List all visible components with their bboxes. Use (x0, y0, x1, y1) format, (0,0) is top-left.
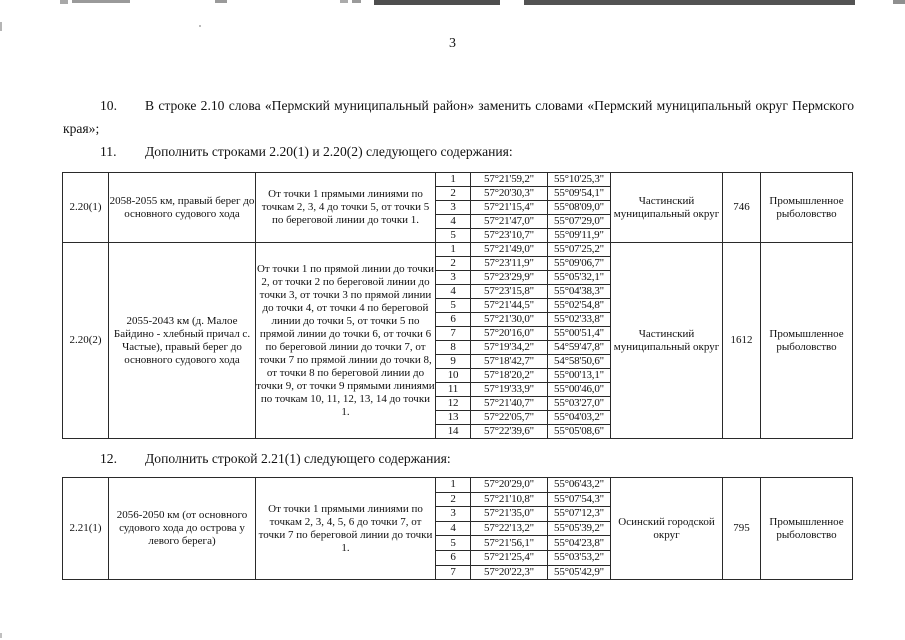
scan-artifact (352, 0, 361, 3)
scan-artifact (215, 0, 227, 3)
latitude-cell: 57°20'16,0" (471, 327, 548, 341)
point-number-cell: 2 (436, 257, 471, 271)
scan-artifact (0, 633, 2, 638)
area-number-cell: 795 (723, 478, 761, 580)
longitude-cell: 55°07'29,0" (548, 215, 611, 229)
district-cell: Осинский городской округ (611, 478, 723, 580)
longitude-cell: 54°59'47,8" (548, 341, 611, 355)
point-number-cell: 3 (436, 201, 471, 215)
table-row (63, 478, 853, 493)
longitude-cell: 55°06'43,2" (548, 478, 611, 493)
point-number-cell: 1 (436, 243, 471, 257)
point-number-cell: 3 (436, 271, 471, 285)
longitude-cell: 55°07'25,2" (548, 243, 611, 257)
scan-artifact (60, 0, 68, 4)
latitude-cell: 57°23'11,9" (471, 257, 548, 271)
longitude-cell: 55°07'12,3" (548, 507, 611, 522)
longitude-cell: 55°05'39,2" (548, 521, 611, 536)
latitude-cell: 57°21'44,5" (471, 299, 548, 313)
paragraph-11-number: 11. (100, 144, 117, 159)
point-number-cell: 5 (436, 299, 471, 313)
row-id-cell: 2.21(1) (63, 478, 109, 580)
latitude-cell: 57°21'10,8" (471, 492, 548, 507)
point-number-cell: 2 (436, 187, 471, 201)
latitude-cell: 57°21'56,1" (471, 536, 548, 551)
longitude-cell: 55°00'13,1" (548, 369, 611, 383)
boundary-description-cell: От точки 1 прямыми линиями по точкам 2, 3, 4 до точки 5, от точки 5 по береговой линии до точки 1. (256, 173, 436, 243)
latitude-cell: 57°23'15,8" (471, 285, 548, 299)
longitude-cell: 55°08'09,0" (548, 201, 611, 215)
point-number-cell: 9 (436, 355, 471, 369)
paragraph-11-text: Дополнить строками 2.20(1) и 2.20(2) следующего содержания: (145, 144, 513, 159)
point-number-cell: 13 (436, 411, 471, 425)
latitude-cell: 57°22'05,7" (471, 411, 548, 425)
longitude-cell: 55°05'32,1" (548, 271, 611, 285)
paragraph-12 (63, 447, 854, 470)
paragraph-12-text: Дополнить строкой 2.21(1) следующего содержания: (145, 451, 451, 466)
longitude-cell: 55°04'03,2" (548, 411, 611, 425)
point-number-cell: 1 (436, 173, 471, 187)
latitude-cell: 57°20'22,3" (471, 565, 548, 580)
point-number-cell: 10 (436, 369, 471, 383)
longitude-cell: 55°05'08,6" (548, 425, 611, 439)
point-number-cell: 11 (436, 383, 471, 397)
point-number-cell: 2 (436, 492, 471, 507)
longitude-cell: 55°03'27,0" (548, 397, 611, 411)
scan-artifact (524, 0, 855, 5)
fishing-type-cell: Промышленное рыболовство (761, 173, 853, 243)
point-number-cell: 4 (436, 215, 471, 229)
point-number-cell: 7 (436, 565, 471, 580)
fishing-type-cell: Промышленное рыболовство (761, 243, 853, 439)
amendment-table-2-21 (62, 477, 853, 580)
latitude-cell: 57°23'29,9" (471, 271, 548, 285)
longitude-cell: 55°00'51,4" (548, 327, 611, 341)
latitude-cell: 57°21'47,0" (471, 215, 548, 229)
latitude-cell: 57°21'25,4" (471, 550, 548, 565)
paragraph-10-number: 10. (100, 98, 117, 113)
longitude-cell: 54°58'50,6" (548, 355, 611, 369)
latitude-cell: 57°21'15,4" (471, 201, 548, 215)
latitude-cell: 57°21'30,0" (471, 313, 548, 327)
scan-artifact (340, 0, 348, 3)
point-number-cell: 14 (436, 425, 471, 439)
longitude-cell: 55°09'54,1" (548, 187, 611, 201)
latitude-cell: 57°22'13,2" (471, 521, 548, 536)
latitude-cell: 57°23'10,7" (471, 229, 548, 243)
longitude-cell: 55°03'53,2" (548, 550, 611, 565)
area-number-cell: 1612 (723, 243, 761, 439)
table-row (63, 243, 853, 257)
table-row (63, 173, 853, 187)
point-number-cell: 8 (436, 341, 471, 355)
latitude-cell: 57°18'20,2" (471, 369, 548, 383)
location-cell: 2055-2043 км (д. Малое Байдино - хлебный причал с. Частые), правый берег до основного судового хода (109, 243, 256, 439)
point-number-cell: 4 (436, 521, 471, 536)
point-number-cell: 7 (436, 327, 471, 341)
point-number-cell: 6 (436, 550, 471, 565)
location-cell: 2058-2055 км, правый берег до основного судового хода (109, 173, 256, 243)
latitude-cell: 57°18'42,7" (471, 355, 548, 369)
latitude-cell: 57°22'39,6" (471, 425, 548, 439)
longitude-cell: 55°02'33,8" (548, 313, 611, 327)
latitude-cell: 57°21'35,0" (471, 507, 548, 522)
location-cell: 2056-2050 км (от основного судового хода до острова у левого берега) (109, 478, 256, 580)
paragraph-11 (63, 140, 854, 163)
longitude-cell: 55°07'54,3" (548, 492, 611, 507)
latitude-cell: 57°19'34,2" (471, 341, 548, 355)
longitude-cell: 55°09'11,9" (548, 229, 611, 243)
area-number-cell: 746 (723, 173, 761, 243)
amendment-table-2-20 (62, 172, 853, 439)
longitude-cell: 55°04'23,8" (548, 536, 611, 551)
point-number-cell: 5 (436, 536, 471, 551)
latitude-cell: 57°19'33,9" (471, 383, 548, 397)
longitude-cell: 55°04'38,3" (548, 285, 611, 299)
paragraph-10 (63, 94, 854, 140)
row-id-cell: 2.20(2) (63, 243, 109, 439)
latitude-cell: 57°21'59,2" (471, 173, 548, 187)
latitude-cell: 57°21'40,7" (471, 397, 548, 411)
scan-artifact (72, 0, 130, 3)
scan-artifact (199, 25, 201, 27)
scan-artifact (893, 0, 905, 4)
latitude-cell: 57°20'29,0" (471, 478, 548, 493)
fishing-type-cell: Промышленное рыболовство (761, 478, 853, 580)
longitude-cell: 55°05'42,9" (548, 565, 611, 580)
latitude-cell: 57°21'49,0" (471, 243, 548, 257)
point-number-cell: 3 (436, 507, 471, 522)
boundary-description-cell: От точки 1 прямыми линиями по точкам 2, 3, 4, 5, 6 до точки 7, от точки 7 по береговой линии до точки 1. (256, 478, 436, 580)
point-number-cell: 5 (436, 229, 471, 243)
paragraph-10-text: В строке 2.10 слова «Пермский муниципальный район» заменить словами «Пермский муниципальный округ Пермского края»; (63, 98, 854, 136)
scan-artifact (0, 22, 2, 31)
longitude-cell: 55°09'06,7" (548, 257, 611, 271)
latitude-cell: 57°20'30,3" (471, 187, 548, 201)
boundary-description-cell: От точки 1 по прямой линии до точки 2, от точки 2 по береговой линии до точки 3, от точки 3 по прямой линии до точки 4, от точки 4 по береговой линии до точки 5, от точки 5 по прямой линии до точки 6, от точки 6 по береговой линии до точки 7, от точки 7 по прямой линии до точки 8, от точки 8 по береговой линии до точки 9, от точки 9 прямыми линиями по точкам 10, 11, 12, 13, 14 до точки 1. (256, 243, 436, 439)
district-cell: Частинский муниципальный округ (611, 173, 723, 243)
point-number-cell: 6 (436, 313, 471, 327)
scan-artifact (374, 0, 500, 5)
longitude-cell: 55°02'54,8" (548, 299, 611, 313)
page-number: 3 (449, 36, 456, 51)
longitude-cell: 55°10'25,3" (548, 173, 611, 187)
point-number-cell: 1 (436, 478, 471, 493)
point-number-cell: 12 (436, 397, 471, 411)
longitude-cell: 55°00'46,0" (548, 383, 611, 397)
paragraph-12-number: 12. (100, 451, 117, 466)
district-cell: Частинский муниципальный округ (611, 243, 723, 439)
point-number-cell: 4 (436, 285, 471, 299)
row-id-cell: 2.20(1) (63, 173, 109, 243)
